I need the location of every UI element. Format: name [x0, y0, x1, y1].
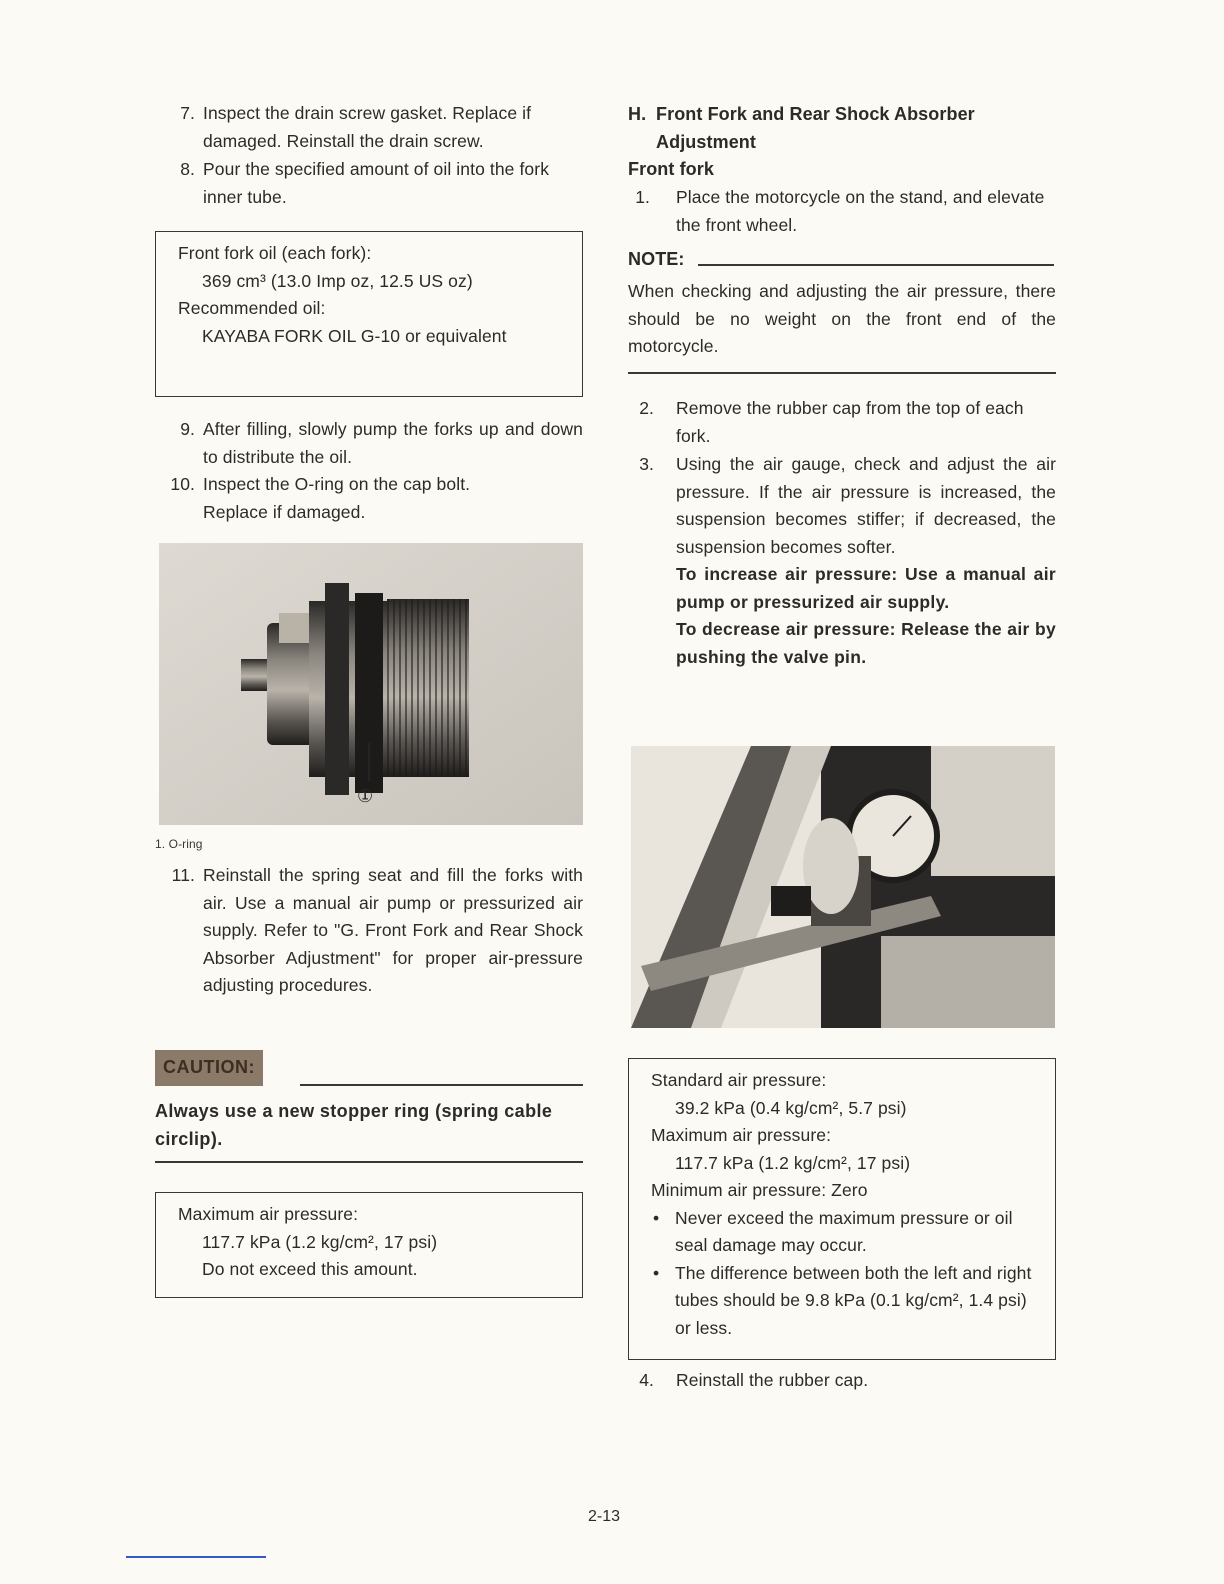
step-text: Inspect the O-ring on the cap bolt. Replace if damaged.: [203, 474, 471, 522]
step-3: [628, 451, 1056, 671]
note-rule-bottom: [628, 372, 1056, 374]
step-3-decrease: To decrease air pressure: Release the air by pushing the valve pin.: [676, 619, 1056, 667]
step-text: Reinstall the spring seat and fill the forks with air. Use a manual air pump or pressurized air supply. Refer to "G. Front Fork and Rear Shock Absorber Adjustment" for proper air-pressure adjusting procedures.: [203, 865, 583, 995]
spec-line-4: 117.7 kPa (1.2 kg/cm², 17 psi): [675, 1152, 911, 1173]
step-number: 8.: [180, 159, 195, 179]
spec-bullet-1: [651, 1205, 1035, 1260]
max-pressure-box: [155, 1192, 583, 1298]
step-number: 2.: [639, 398, 654, 418]
oil-line-4: KAYABA FORK OIL G-10 or equivalent: [202, 325, 507, 346]
step-text: After filling, slowly pump the forks up and down to distribute the oil.: [203, 419, 583, 467]
step-7: [155, 100, 583, 155]
spec-line-2: 39.2 kPa (0.4 kg/cm², 5.7 psi): [675, 1097, 907, 1118]
step-text: Place the motorcycle on the stand, and elevate the front wheel.: [676, 187, 1045, 235]
oil-line-1: Front fork oil (each fork):: [178, 243, 372, 263]
oil-line-2: 369 cm³ (13.0 Imp oz, 12.5 US oz): [202, 270, 473, 291]
step-text: Reinstall the rubber cap.: [676, 1370, 869, 1390]
section-heading: [628, 101, 1056, 156]
step-number: 9.: [180, 419, 195, 439]
step-text: Pour the specified amount of oil into the fork inner tube.: [203, 159, 550, 207]
bullet-text: Never exceed the maximum pressure or oil seal damage may occur.: [675, 1207, 1013, 1255]
bullet-dot-icon: •: [653, 1207, 660, 1228]
step-number: 4.: [639, 1370, 654, 1390]
page-number: 2-13: [588, 1508, 621, 1525]
step-text: Remove the rubber cap from the top of each fork.: [676, 398, 1024, 446]
caution-label: CAUTION:: [155, 1050, 263, 1086]
step-text: Using the air gauge, check and adjust the air pressure. If the air pressure is increased, the suspension becomes stiffer; if decreased, the suspension becomes softer.: [676, 454, 1056, 557]
spec-line-5: Minimum air pressure: Zero: [651, 1180, 868, 1200]
step-number: 3.: [639, 454, 654, 474]
step-number: 1.: [635, 187, 650, 207]
bullet-text: The difference between both the left and right tubes should be 9.8 kPa (0.1 kg/cm², 1.4 psi) or less.: [675, 1262, 1032, 1338]
spec-line-3: Maximum air pressure:: [651, 1125, 832, 1145]
caution-header: [155, 1050, 263, 1086]
callout-1: ①: [357, 786, 374, 806]
footer-underline: [126, 1556, 266, 1558]
max-line-2: 117.7 kPa (1.2 kg/cm², 17 psi): [202, 1231, 438, 1252]
oil-line-3: Recommended oil:: [178, 298, 326, 318]
step-3-increase: To increase air pressure: Use a manual air pump or pressurized air supply.: [676, 564, 1056, 612]
caution-rule-top: [300, 1084, 583, 1086]
step-number: 7.: [180, 103, 195, 123]
step-8: [155, 156, 583, 211]
heading-letter: H.: [628, 104, 647, 124]
max-line-3: Do not exceed this amount.: [202, 1259, 418, 1279]
subheading-front-fork: Front fork: [628, 159, 714, 179]
fork-oil-spec-box: [155, 231, 583, 397]
air-gauge-illustration: [631, 746, 1055, 1028]
bullet-dot-icon: •: [653, 1262, 660, 1283]
heading-text: Front Fork and Rear Shock Absorber Adjustment: [656, 104, 975, 152]
caution-rule-bottom: [155, 1161, 583, 1163]
step-number: 11.: [171, 865, 195, 885]
note-label: NOTE:: [628, 249, 685, 269]
step-1: [628, 184, 1056, 239]
step-10: [155, 471, 583, 526]
air-pressure-spec-box: [628, 1058, 1056, 1360]
photo-caption: 1. O-ring: [155, 837, 203, 851]
note-rule-top: [698, 264, 1054, 266]
caution-text: Always use a new stopper ring (spring cable circlip).: [155, 1101, 553, 1149]
step-9: [155, 416, 583, 471]
spec-line-1: Standard air pressure:: [651, 1070, 827, 1090]
step-text: Inspect the drain screw gasket. Replace if damaged. Reinstall the drain screw.: [203, 103, 532, 151]
o-ring-photo: [159, 543, 583, 825]
step-number: 10.: [170, 474, 195, 494]
air-gauge-photo: [631, 746, 1055, 1028]
step-2: [628, 395, 1056, 450]
step-11: [155, 862, 583, 1000]
note-text: When checking and adjusting the air pressure, there should be no weight on the front end of the motorcycle.: [628, 281, 1056, 356]
step-4: [628, 1367, 1056, 1395]
max-line-1: Maximum air pressure:: [178, 1204, 359, 1224]
spec-bullet-2: [651, 1260, 1035, 1343]
